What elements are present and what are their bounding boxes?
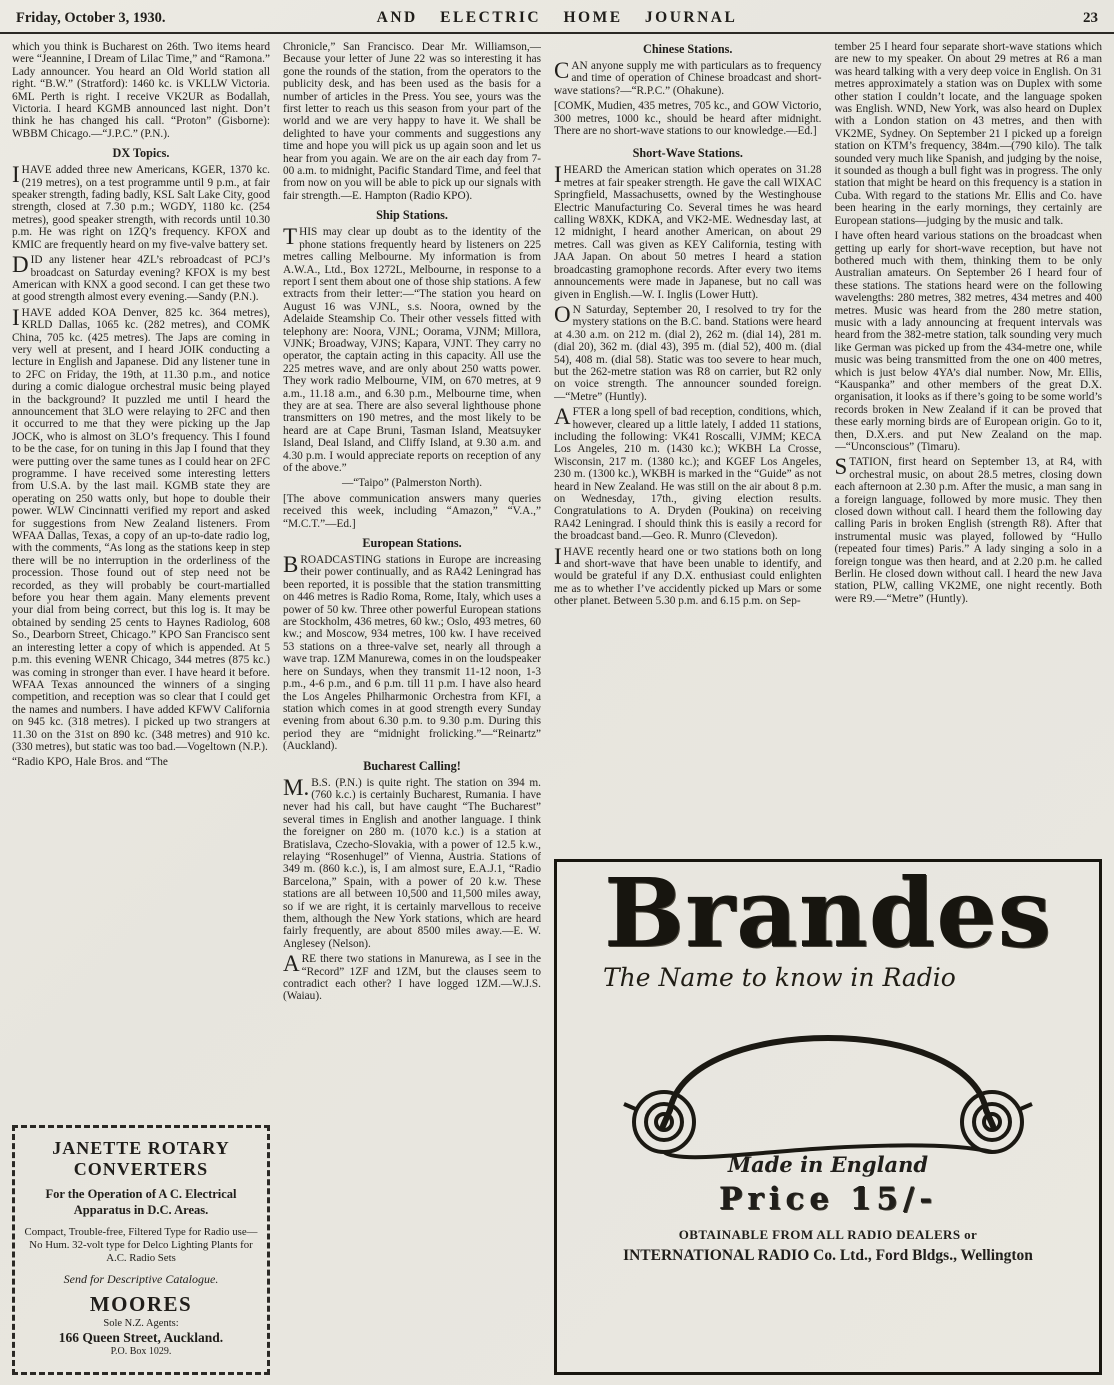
- article-paragraph: which you think is Bucharest on 26th. Two items heard were “Jeannine, I Dream of Lilac Time,” and “Ramona.” Lady announcer. You heard an Old World station all right. “B.W.” (Stratford): 1460 kc. is VKLLW Victoria. 6ML Perth is right. I receive VK2UR as Bodallah, Victoria. I heard KGMB announced last night. Don’t think he has changed his call. “Proton” (Gisborne): WBBM Chicago.—“J.P.C.” (P.N.).: [12, 41, 270, 140]
- page-header: [0, 0, 1114, 34]
- section-heading-dx-topics: DX Topics.: [112, 146, 170, 161]
- brandes-logo: Brandes: [603, 859, 1053, 969]
- section-heading-chinese-stations: Chinese Stations.: [643, 42, 733, 56]
- column-4: [835, 41, 1103, 851]
- brandes-headphones-ad: [554, 859, 1102, 1375]
- article-paragraph: IHAVE recently heard one or two stations both on long and short-wave that have been unable to identify, and would be grateful if any D.X. enthusiast could enlighten me as to whether I’ve accidently picked up Mars or some other planet. Between 5.30 p.m. and 6.15 p.m. on Sep-: [554, 543, 822, 608]
- article-paragraph: IHEARD the American station which operates on 31.28 metres at fair speaker strength. He gave the call WIXAC Springfield, Massachusetts, owned by the Westinghouse Electric Manufacturing Co. Several times he was heard calling W8XK, KDKA, and VK2-ME. Wednesday last, at 12 midnight, I heard another American, on about 29 metres. Call was given as KEY California, testing with JAA Japan. On about 50 metres I heard a station broadcasting gramophone records. After every two items announcements were made in Japanese, but no call was given in English.—W. I. Inglis (Lower Hutt).: [554, 162, 822, 301]
- letter-attribution: —“Taipo” (Palmerston North).: [341, 477, 483, 490]
- article-paragraph: THIS may clear up doubt as to the identity of the phone stations frequently heard by listeners on 225 metres calling Melbourne. My information is from A.W.A., Ltd., Box 1272L, Melbourne, in response to a report I sent them about one of those ship stations. A few extracts from their letter:—“The station you heard on August 16 was VJNL, s.s. Noora, owned by the Adelaide Steamship Co. Their other vessels fitted with telephony are: Noora, VJNL; Oorama, VJNM; Millora, VJNK; Broadway, VJNS; Kapara, VJNT. They carry no operator, the captain acting in this capacity. All use the 225 metres wave, and are only about 250 watts power. They work radio Melbourne, VIM, on 670 metres, at 9 a.m., 11.18 a.m., and 6.30 p.m., Melbourne time, when they are at sea. There are also several lighthouse phone transmitters on 190 metres, and the most likely to be heard are at Cape Bruni, Tasman Island, Meatsuyker Island, Deal Island, and Cliffy Island, at 9.30 a.m. and 4.30 p.m. I would appreciate reports on reception of any of the above.”: [283, 224, 541, 474]
- ad-cta: Send for Descriptive Catalogue.: [63, 1272, 219, 1287]
- ad-dealer-name: MOORES: [89, 1292, 193, 1317]
- brandes-tagline: The Name to know in Radio: [603, 962, 956, 992]
- article-paragraph: IHAVE added three new Americans, KGER, 1370 kc. (219 metres), on a test programme until 9 p.m., at fair speaker strength, fading badly, KSL Salt Lake City, good strength, closed at 7.30 p.m.; WGDY, 1180 kc. (254 metres), good speaker strength, with records until 10.30 p.m. He was right on 1ZQ’s frequency. KFOX and KMIC are frequently heard on my five-valve battery set.: [12, 162, 270, 251]
- brandes-price: Price 15/-: [718, 1180, 938, 1217]
- article-paragraph: DID any listener hear 4ZL’s rebroadcast of PCJ’s broadcast on Saturday evening? KFOX is my best American with KNX a good second. I can get these two at good strength almost every evening.—Sandy (P.N.).: [12, 252, 270, 304]
- ad-subtitle: For the Operation of A C. Electrical Apparatus in D.C. Areas.: [45, 1187, 237, 1217]
- brandes-company-line: INTERNATIONAL RADIO Co. Ltd., Ford Bldgs., Wellington: [623, 1246, 1033, 1264]
- ad-title: [23, 1138, 259, 1179]
- column-1: [12, 41, 270, 1375]
- article-paragraph: STATION, first heard on September 13, at R4, with orchestral music, on about 28.5 metres, closing down each afternoon at 2.30 p.m. After the music, a man sang in a foreign language, followed by more music. They then closed down without call. I heard them the following day calling Paris in broken English (strength R8). After that instrumental music was played, followed by “Hullo (repeated four times) Paris.” A lady singing a solo in a foreign tongue was then heard, and at 2.20 p.m. he called Berlin. He closed down without call. I heard the new Java station, PLW, calling VK2ME, one night recently. Both were R9.—“Metre” (Huntly).: [834, 454, 1102, 605]
- article-paragraph: M.B.S. (P.N.) is quite right. The station on 394 m. (760 k.c.) is certainly Bucharest, Rumania. I have never had his call, but have caught “The Bucharest” several times in English and another language. I think the foreigner on 280 m. (1070 k.c.) is a station at Bratislava, Czecho-Slovakia, with a power of 12.5 k.w., relaying “Rosenhugel” of Vienna, Austria. Stations of 349 m. (860 k.c.), is, I am almost sure, E.A.J.1, “Radio Barcelona,” Spain, with a power of 20 k.w. These stations are all between 10,500 and 11,500 miles away, so if we are right, it is certainly marvellous to receive them, although the New York stations, which are heard fairly frequently, are about 8500 miles away.—E. W. Anglesey (Nelson).: [283, 774, 541, 950]
- right-columns: [554, 41, 1102, 851]
- article-paragraph: ARE there two stations in Manurewa, as I see in the “Record” 1ZF and 1ZM, but the clauses seem to contradict each other? I have logged 1ZM.—W.J.S. (Waiau).: [283, 951, 541, 1003]
- article-paragraph: I have often heard various stations on the broadcast when getting up early for short-wave reception, but have not bothered much with them, thinking them to be only Australian amateurs. On September 26 I heard four of these stations. The stations heard were on the following wavelengths: 280 metres, 382 metres, 434 metres and 400 metres. Music was heard from the 280 metre station, music with a lady announcing at frequent intervals was heard from the 382-metre station, talk sounding very much like German was picked up from the 434-metre one, while music was being transmitted from the one on 400 metres, which is just below 4YA’s dial number. Now, Mr. Ellis, “Kauspanka” and other members of the great D.X. organisation, it looks as if there’s going to be some world’s records broken in New Zealand if it can be proved that these early morning birds are of European origin. Go to it, then, D.X.ers. and put New Zealand on the map.—“Unconscious” (Timaru).: [834, 230, 1102, 453]
- ad-body-text: Compact, Trouble-free, Filtered Type for Radio use—No Hum. 32-volt type for Delco Lighting Plants for A.C. Radio Sets: [24, 1225, 258, 1264]
- column-1-text: [12, 41, 270, 1119]
- brandes-made-in: Made in England: [727, 1151, 929, 1177]
- article-paragraph: CAN anyone supply me with particulars as to frequency and time of operation of Chinese broadcast and short-wave stations?—“R.P.C.” (Ohakune).: [554, 58, 822, 97]
- headphones-illustration: [608, 992, 1048, 1160]
- brandes-dealers-line: OBTAINABLE FROM ALL RADIO DEALERS or: [678, 1226, 978, 1242]
- issue-date: Friday, October 3, 1930.: [16, 10, 166, 26]
- article-paragraph: ON Saturday, September 20, I resolved to try for the mystery stations on the B.C. band. Stations were heard at 4.30 a.m. on 212 m. (dial 2), 262 m. (dial 14), 281 m. (dial 20), 362 m. (dial 43), 395 m. (dial 52), 400 m. (dial 54), 408 m. (dial 58). Static was too severe to hear much, but the 262-metre station was R8 on carrier, but R2 only on voice strength. The announcer sounded foreign.—“Metre” (Huntly).: [554, 301, 822, 403]
- article-paragraph: tember 25 I heard four separate short-wave stations which are new to my speaker. On about 29 metres at R6 a man was heard talking with a very deep voice in English. On 31 metres approximately a station was on Duplex with some other station I couldn’t locate, and the language spoken was English. WND, New York, was also heard on Duplex with a London station on 43 metres, and then with VK2ME, Sydney. On September 21 I picked up a foreign station on KTM’s frequency, 384m.—(790 kilo). The talk sounded very much like Spanish, and judging by the noise, it sounded as though a bull fight was in progress. The only station that might be heard on this frequency is a station in Cuba. With regard to the stations Mr. Ellis and Co. have been hearing in the early mornings, they certainly are European stations—judging by the music and talk.: [834, 41, 1102, 227]
- journal-title: AND ELECTRIC HOME JOURNAL: [376, 9, 738, 26]
- page-body: [0, 34, 1114, 1385]
- article-paragraph: BROADCASTING stations in Europe are increasing their power continually, and as RA42 Leningrad has been reported, it is possible that the station transmitting on 446 metres is Radio Roma, Rome, Italy, which uses a power of 50 kw. Three other powerful European stations are Stockholm, 436 metres, 60 kw.; Oslo, 493 metres, 60 kw.; and Moscow, 934 metres, 100 kw. I have received 53 stations on a three-valve set, nearly all through a wave trap. 1ZM Manurewa, comes in on the loudspeaker here on Sundays, when they transmit 11-12 noon, 1-3 p.m., 4-6 p.m., and 6 p.m. till 11 p.m. I have also heard the Los Angeles Philharmonic Orchestra from KFI, a station which comes in at good strength every Sunday evening from about 6.30 p.m. to 9.30 p.m. During this period they are “midnight frolicking.”—“Reinartz” (Auckland).: [283, 552, 541, 753]
- ad-agents-line: Sole N.Z. Agents:: [103, 1318, 179, 1330]
- section-heading-bucharest-calling: Bucharest Calling!: [363, 758, 461, 773]
- column-2-text: [283, 41, 541, 1375]
- editor-note: [The above communication answers many queries received this week, including “Amazon,” “V.A.,” “M.C.T.”—Ed.]: [283, 492, 541, 530]
- ad-address: 166 Queen Street, Auckland.: [58, 1330, 224, 1346]
- ad-po-box: P.O. Box 1029.: [110, 1346, 172, 1358]
- editor-note: [COMK, Mudien, 435 metres, 705 kc., and GOW Victorio, 300 metres, 1000 kc., should be heard after midnight. There are no short-wave stations to our knowledge.—Ed.]: [554, 100, 822, 138]
- article-paragraph: AFTER a long spell of bad reception, conditions, which, however, cleared up a little lately, I added 11 stations, including the following: VK41 Roscalli, VJMM; KECA Los Angeles, 210 m. (1430 kc.); WKBH La Crosse, Wisconsin, 217 m. (1380 kc.); and KGEF Los Angeles, 230 m. (1300 kc.), WKBH is marked in the “Guide” as not heard in New Zealand. He was still on the air about 8 p.m. on Wednesday, 17th., giving election results. Congratulations to A. Dryden (Poukina) on receiving RA42 Leningrad. I should think this is easily a record for the broadcast band.—Geo. R. Munro (Clevedon).: [554, 404, 822, 543]
- column-3: [554, 41, 822, 851]
- janette-converters-ad: [12, 1125, 270, 1375]
- column-2: [283, 41, 541, 1375]
- right-half: [554, 41, 1102, 1375]
- article-paragraph: “Radio KPO, Hale Bros. and “The: [12, 756, 168, 769]
- ad-title-line2: CONVERTERS: [73, 1158, 209, 1179]
- article-paragraph: IHAVE added KOA Denver, 825 kc. 364 metres), KRLD Dallas, 1065 kc. (282 metres), and COMK China, 705 kc. (425 metres). The Japs are coming in very well at present, and I heard JOIK conducting a lecture in English and Japanese. Did any listener tune in to 2FC on Friday, the 19th, at 11.30 p.m., and notice during a comic dialogue orchestral music being played in the background? It puzzled me until I heard the announcement that 3LO were relaying to 2FC and then it occurred to me that they were picking up the Jap JOCK, who is almost on 3LO’s frequency. This I found to be the case, for on tuning in this Jap I found that they were putting over the same tunes as I could hear on 2FC programme. I have received some interesting letters from U.S.A. by the last mail. KGMB state they are operating on 250 watts only, but hope to double their power. WLW Cincinnatti verified my report and asked for suggestions from New Zealand listeners. From WFAA Dallas, Texas, a copy of an up-to-date radio log, with the comments, “As long as the stations keep in step there will be no interruption in the orderliness of the procession. Those found out of step need not be recorded, as they will probably be court-martialled before you hear them again. Many elements prevent your dial from being correct, but this log is. It may be obtained by sending 25 cents to Haynes Radiolog, 608 So., Dearborn Street, Chicago.” KPO San Francisco sent an interesting letter a copy of which is appended. At 5 p.m. this evening WENR Chicago, 344 metres (875 kc.) was coming in stronger than ever. I have heard it before. WFAA Texas announced the winners of a singing competition, and reception was so clear that I could get the names and numbers. I have added KFWV California on 945 kc. (318 metres). I picked up two strangers at 11.30 on the 31st on 890 kc. (348 metres) and 910 kc. (330 metres), but static was too bad.—Vogeltown (N.P.).: [12, 304, 270, 753]
- ad-title-line1: JANETTE ROTARY: [52, 1138, 230, 1158]
- section-heading-short-wave-stations: Short-Wave Stations.: [632, 146, 743, 161]
- section-heading-european-stations: European Stations.: [362, 536, 462, 551]
- page-number: 23: [1083, 10, 1098, 26]
- section-heading-ship-stations: Ship Stations.: [376, 208, 448, 223]
- article-paragraph: Chronicle,” San Francisco. Dear Mr. Williamson,—Because your letter of June 22 was so interesting it has gone the rounds of the station, from the operators to the publicity desk, and has been used as the basis for a number of articles in the Press. You see, yours was the first letter to reach us this season from your part of the world and we are very happy to have it. We shall be delighted to have your comments and suggestions any time and hope you will pick us up again soon and let us hear from you again. We are on the air each day from 7-00 a.m. to midnight, Pacific Standard Time, and feel that from now on you will be able to pick up our signals with fair strength.—E. Hampton (Radio KPO).: [283, 41, 541, 202]
